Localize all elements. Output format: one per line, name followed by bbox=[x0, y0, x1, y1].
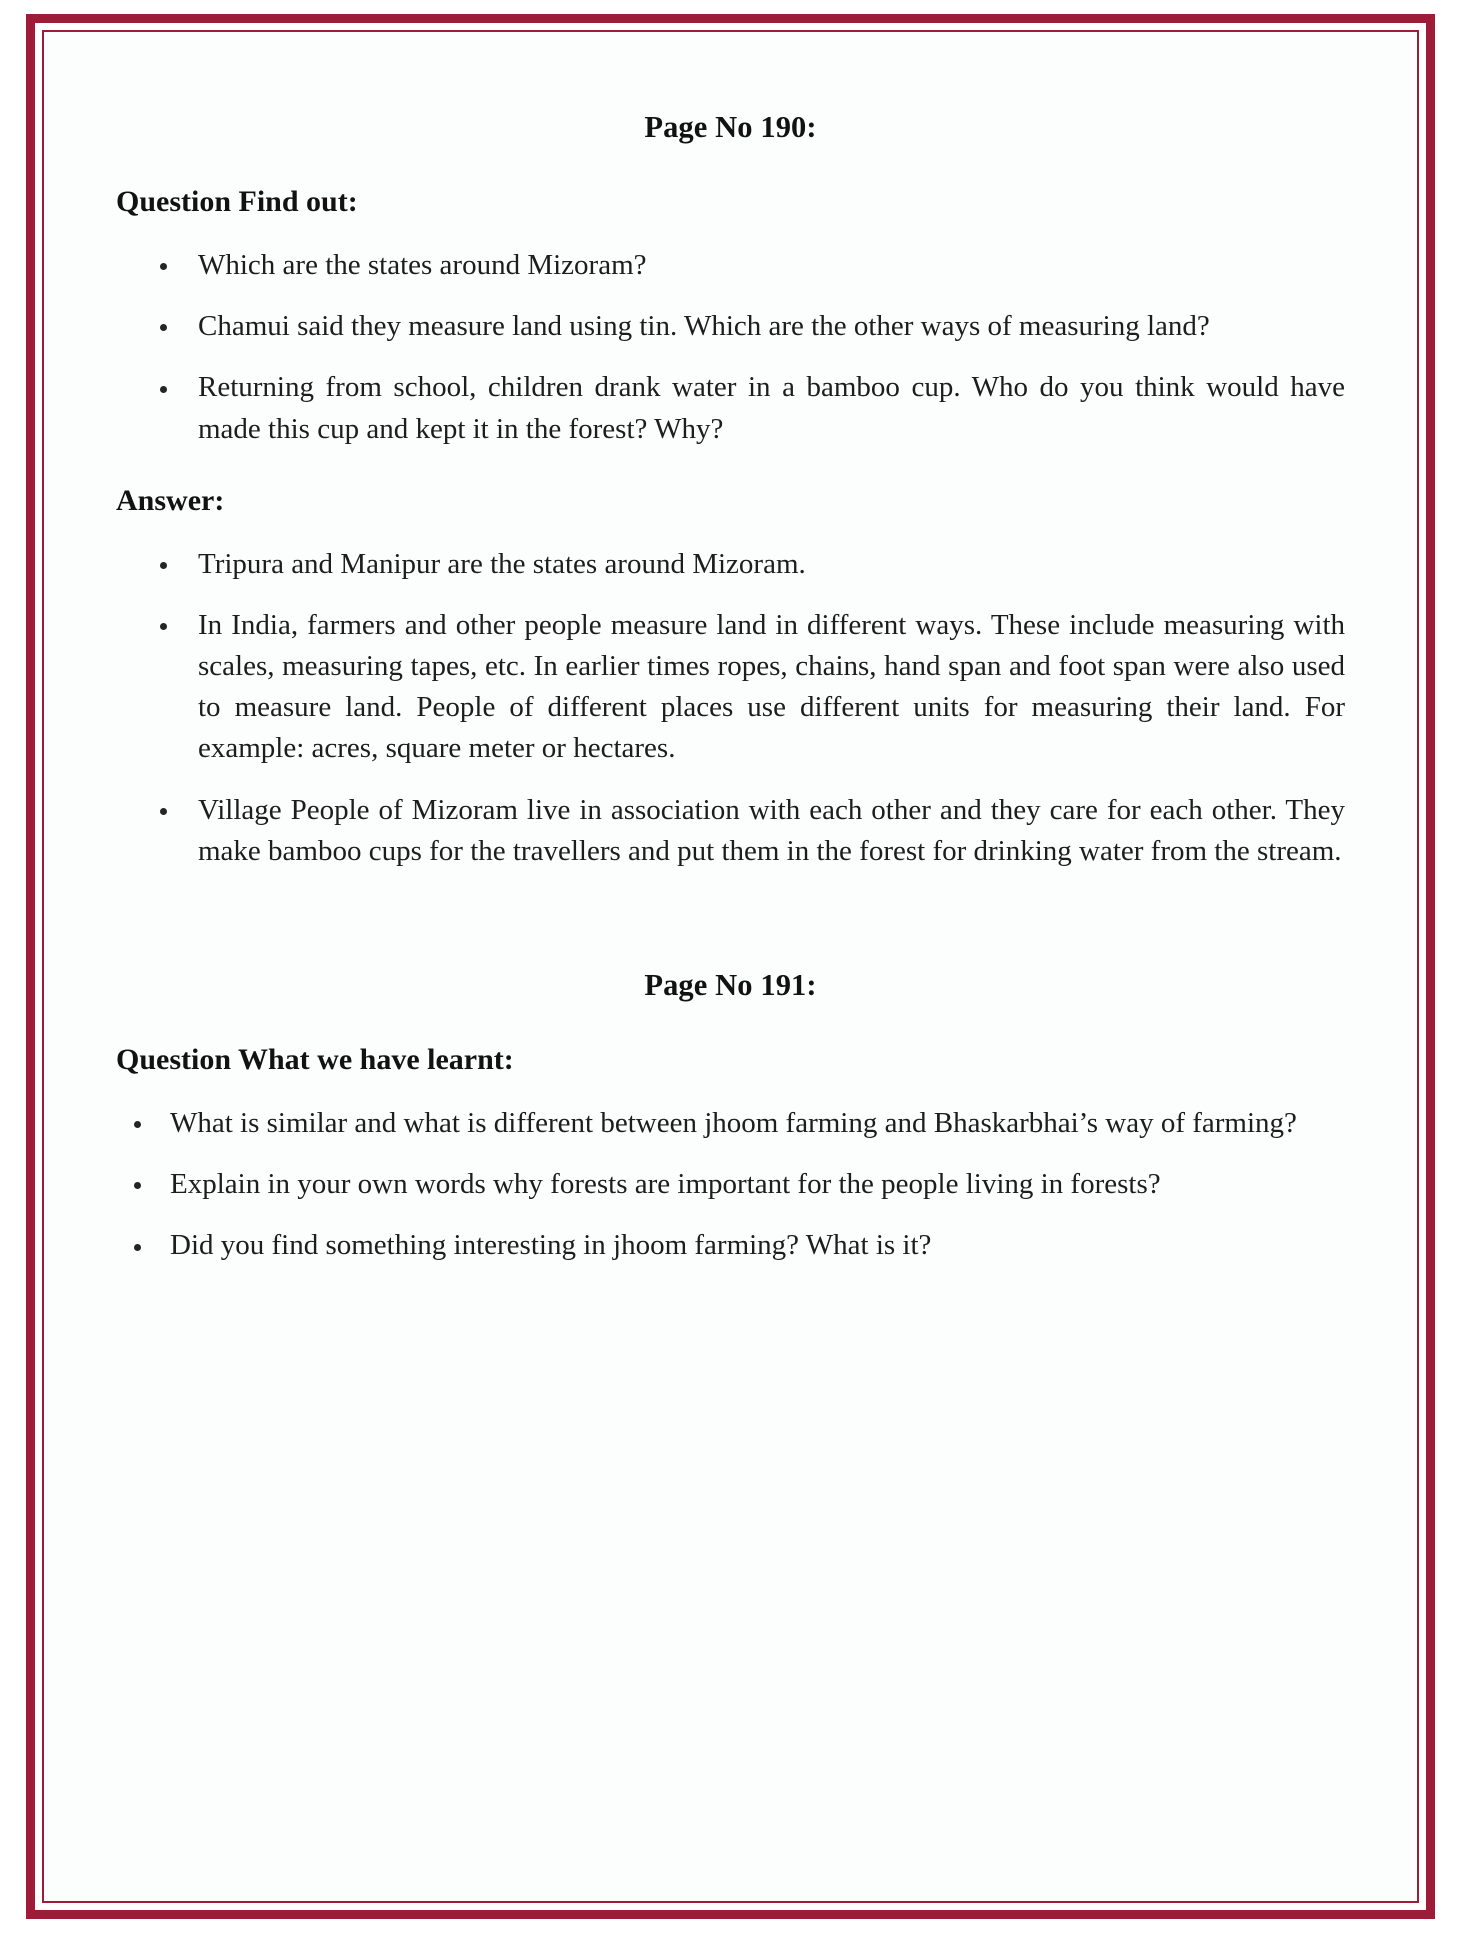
list-item-text: Chamui said they measure land using tin. Which are the other ways of measuring land? bbox=[198, 310, 1210, 343]
list-item bbox=[116, 1225, 1345, 1266]
list-item-text: Did you find something interesting in jhoom farming? What is it? bbox=[170, 1229, 932, 1262]
bullet-dot-icon bbox=[160, 263, 167, 270]
list-item bbox=[116, 790, 1345, 872]
answer-heading-190: Answer: bbox=[116, 483, 225, 517]
list-item bbox=[116, 605, 1345, 770]
bullet-dot-icon bbox=[160, 386, 167, 393]
list-item-text: Which are the states around Mizoram? bbox=[198, 249, 647, 281]
page-content bbox=[44, 32, 1417, 1901]
bullet-dot-icon bbox=[160, 562, 167, 569]
bullet-dot-icon bbox=[134, 1121, 141, 1128]
list-item bbox=[116, 367, 1345, 449]
page-border-inner bbox=[42, 30, 1419, 1903]
list-item-text: Returning from school, children drank water in a bamboo cup. Who do you think would have made this cup and kept it in the forest? Why? bbox=[198, 371, 1345, 445]
bullet-dot-icon bbox=[160, 808, 167, 815]
list-item-text: What is similar and what is different between jhoom farming and Bhaskarbhai’s way of farming? bbox=[170, 1106, 1297, 1139]
question-bullet-list-190 bbox=[116, 245, 1345, 450]
list-item bbox=[116, 306, 1345, 347]
page-title-191: Page No 191: bbox=[644, 967, 817, 1002]
list-item bbox=[116, 544, 1345, 585]
section-page-190 bbox=[116, 110, 1345, 872]
question-bullet-list-191 bbox=[116, 1103, 1345, 1267]
list-item-text: Tripura and Manipur are the states around Mizoram. bbox=[198, 547, 806, 580]
question-heading-what-we-have-learnt: Question What we have learnt: bbox=[116, 1042, 514, 1076]
list-item-text: Village People of Mizoram live in association with each other and they care for each other. They make bamboo cups for the travellers and put them in the forest for drinking water from the stream. bbox=[198, 793, 1345, 867]
bullet-dot-icon bbox=[160, 623, 167, 630]
answer-bullet-list-190 bbox=[116, 544, 1345, 872]
list-item-text: In India, farmers and other people measure land in different ways. These include measuring with scales, measuring tapes, etc. In earlier times ropes, chains, hand span and foot span were also used to measure land. People of different places use different units for measuring their land. For example: acres, square meter or hectares. bbox=[198, 608, 1345, 765]
list-item bbox=[116, 1103, 1345, 1144]
bullet-dot-icon bbox=[160, 324, 167, 331]
bullet-dot-icon bbox=[134, 1244, 141, 1251]
list-item bbox=[116, 1164, 1345, 1205]
page-title-190: Page No 190: bbox=[644, 110, 817, 144]
page-border-outer bbox=[26, 14, 1435, 1919]
question-heading-find-out: Question Find out: bbox=[116, 185, 358, 218]
list-item bbox=[116, 245, 1345, 286]
list-item-text: Explain in your own words why forests are important for the people living in forests? bbox=[170, 1168, 1161, 1201]
bullet-dot-icon bbox=[134, 1182, 141, 1189]
section-page-191 bbox=[116, 968, 1345, 1267]
